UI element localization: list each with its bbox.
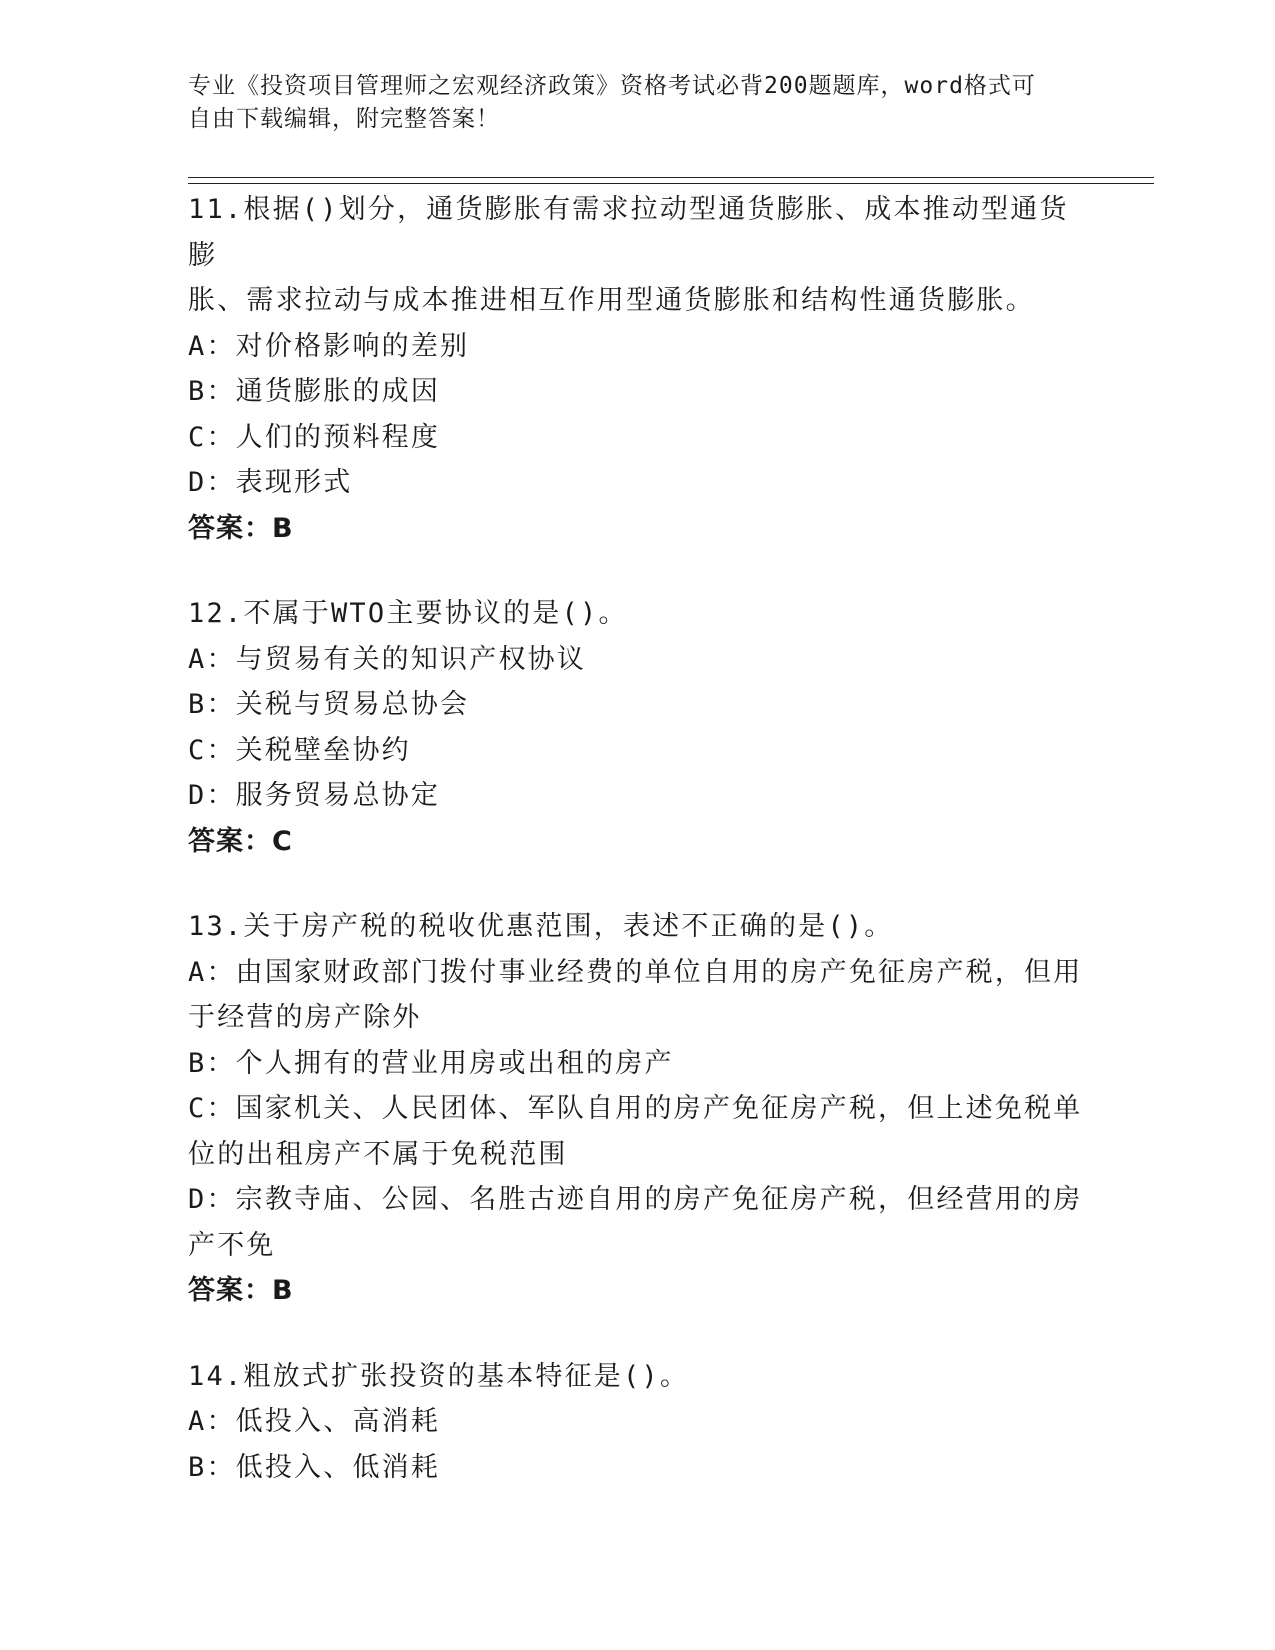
question-stem: 11.根据()划分，通货膨胀有需求拉动型通货膨胀、成本推动型通货膨 — [188, 194, 1069, 271]
option-a: A：低投入、高消耗 — [188, 1406, 441, 1437]
question-list — [188, 187, 1088, 1530]
option-b: B：关税与贸易总协会 — [188, 689, 470, 720]
question-stem: 胀、需求拉动与成本推进相互作用型通货膨胀和结构性通货膨胀。 — [188, 285, 1035, 316]
document-header — [188, 70, 1068, 136]
option-d: D：宗教寺庙、公园、名胜古迹自用的房产免征房产税，但经营用的房 — [188, 1184, 1083, 1215]
question-14 — [188, 1354, 1088, 1491]
option-c: C：国家机关、人民团体、军队自用的房产免征房产税，但上述免税单 — [188, 1093, 1083, 1124]
question-12 — [188, 591, 1088, 864]
header-line-2: 自由下载编辑，附完整答案！ — [188, 106, 500, 132]
option-c: C：关税壁垒协约 — [188, 734, 411, 766]
header-line-1: 专业《投资项目管理师之宏观经济政策》资格考试必背200题题库，word格式可 — [188, 73, 1036, 99]
header-rule-top — [188, 177, 1154, 178]
question-stem: 12.不属于WTO主要协议的是()。 — [188, 598, 628, 629]
option-d: D：表现形式 — [188, 467, 353, 498]
header-rule-bottom — [188, 183, 1154, 184]
question-13 — [188, 904, 1088, 1314]
option-b: B：低投入、低消耗 — [188, 1451, 441, 1483]
option-b: B：个人拥有的营业用房或出租的房产 — [188, 1047, 674, 1079]
option-d: D：服务贸易总协定 — [188, 780, 441, 811]
option-a-continued: 于经营的房产除外 — [188, 1002, 422, 1033]
answer: 答案：B — [188, 512, 294, 544]
option-c-continued: 位的出租房产不属于免税范围 — [188, 1138, 568, 1170]
option-d-continued: 产不免 — [188, 1229, 276, 1261]
question-stem: 13.关于房产税的税收优惠范围，表述不正确的是()。 — [188, 911, 894, 942]
option-a: A：由国家财政部门拨付事业经费的单位自用的房产免征房产税，但用 — [188, 956, 1083, 988]
question-11 — [188, 187, 1088, 551]
option-a: A：对价格影响的差别 — [188, 330, 470, 362]
option-b: B：通货膨胀的成因 — [188, 376, 441, 407]
option-c: C：人们的预料程度 — [188, 421, 441, 453]
option-a: A：与贸易有关的知识产权协议 — [188, 643, 587, 675]
question-stem: 14.粗放式扩张投资的基本特征是()。 — [188, 1360, 690, 1392]
answer: 答案：B — [188, 1275, 294, 1306]
answer: 答案：C — [188, 825, 293, 857]
